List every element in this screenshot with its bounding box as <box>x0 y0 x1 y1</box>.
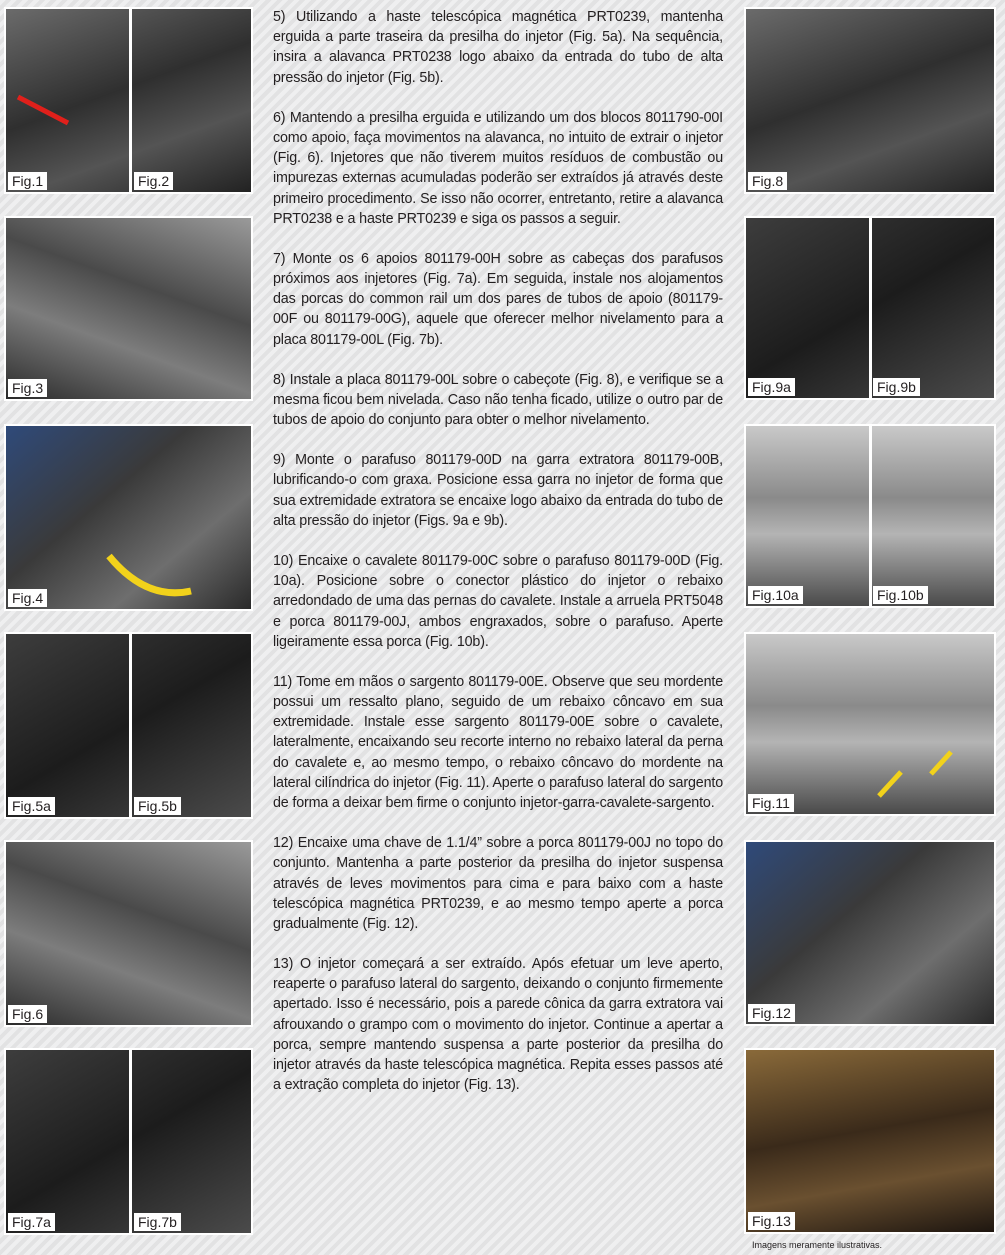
photo-fig12 <box>744 840 996 1026</box>
step-9: 9) Monte o parafuso 801179-00D na garra extratora 801179-00B, lubrificando-o com graxa. Posicione essa garra no injetor de forma que sua extremidade extratora se encaixe logo abaixo da entrada do tubo de alta pressão do injetor (Figs. 9a e 9b). <box>273 452 723 529</box>
step-10: 10) Encaixe o cavalete 801179-00C sobre o parafuso 801179-00D (Fig. 10a). Posicione sobre o conector plástico do injetor o rebaixo arredondado de uma das pernas do cavalete. Instale a arruela PRT5048 e porca 801179-00J, ambos engraxados, sobre o parafuso. Aperte ligeiramente essa porca (Fig. 10b). <box>273 552 723 650</box>
yellow-arrows-icon <box>871 734 991 804</box>
photo-fig11 <box>744 632 996 816</box>
caption-fig13: Fig.13 <box>748 1212 795 1230</box>
caption-fig5a: Fig.5a <box>8 797 55 815</box>
caption-fig9a: Fig.9a <box>748 378 795 396</box>
photo-fig9a-fig9b <box>744 216 996 400</box>
caption-fig10b: Fig.10b <box>873 586 928 604</box>
caption-fig4: Fig.4 <box>8 589 47 607</box>
photo-fig7a-fig7b <box>4 1048 253 1235</box>
step-12: 12) Encaixe uma chave de 1.1/4” sobre a porca 801179-00J no topo do conjunto. Mantenha a parte posterior da presilha do injetor suspensa através de leves movimentos para cima e para baixo com a haste telescópica magnética PRT0239, e ao mesmo tempo aperte a porca gradualmente (Fig. 12). <box>273 835 723 932</box>
photo-fig4 <box>4 424 253 611</box>
step-11: 11) Tome em mãos o sargento 801179-00E. Observe que seu mordente possui um ressalto plano, seguido de um rebaixo côncavo em sua extremidade. Instale esse sargento 801179-00E sobre o cavalete, lateralmente, encaixando seu recorte interno no rebaixo lateral da perna do cavalete e, ao mesmo tempo, o rebaixo côncavo do mordente na lateral cilíndrica do injetor (Fig. 11). Aperte o parafuso lateral do sargento de forma a deixar bem firme o conjunto injetor-garra-cavalete-sargento. <box>273 673 723 812</box>
caption-fig10a: Fig.10a <box>748 586 803 604</box>
caption-fig6: Fig.6 <box>8 1005 47 1023</box>
caption-fig1: Fig.1 <box>8 172 47 190</box>
photo-fig8 <box>744 7 996 194</box>
photo-fig10a-fig10b <box>744 424 996 608</box>
caption-fig12: Fig.12 <box>748 1004 795 1022</box>
yellow-double-arrow-icon <box>101 546 201 606</box>
step-6: 6) Mantendo a presilha erguida e utilizando um dos blocos 8011790-00I como apoio, faça movimentos na alavanca, no intuito de extrair o injetor (Fig. 6). Injetores que não tiverem muitos resíduos de combustão ou impurezas externas acumuladas poderão ser extraídos já através deste primeiro procedimento. Se isso não ocorrer, entretanto, retire a alavanca PRT0238 e a haste PRT0239 e siga os passos a seguir. <box>273 109 723 227</box>
photo-fig5a-fig5b <box>4 632 253 819</box>
photo-fig13 <box>744 1048 996 1234</box>
step-13: 13) O injetor começará a ser extraído. Após efetuar um leve aperto, reaperte o parafuso lateral do sargento, deixando o conjunto firmemente apertado. Isso é necessário, pois a parede cônica da garra extratora vai afrouxando o grampo com o movimento do injetor. Continue a apertar a porca, sempre mantendo suspensa a parte posterior da presilha do injetor através da haste telescópica magnética. Repita esses passos até a extração completa do injetor (Fig. 13). <box>273 956 723 1094</box>
caption-fig5b: Fig.5b <box>134 797 181 815</box>
caption-fig2: Fig.2 <box>134 172 173 190</box>
caption-fig7b: Fig.7b <box>134 1213 181 1231</box>
photo-fig3 <box>4 216 253 401</box>
caption-fig3: Fig.3 <box>8 379 47 397</box>
photo-fig6 <box>4 840 253 1027</box>
caption-fig7a: Fig.7a <box>8 1213 55 1231</box>
step-5: 5) Utilizando a haste telescópica magnética PRT0239, mantenha erguida a parte traseira da presilha do injetor (Fig. 5a). Na sequência, insira a alavanca PRT0238 logo abaixo da entrada do tubo de alta pressão do injetor (Fig. 5b). <box>273 9 723 86</box>
photo-fig1-fig2 <box>4 7 253 194</box>
caption-fig9b: Fig.9b <box>873 378 920 396</box>
step-7: 7) Monte os 6 apoios 801179-00H sobre as cabeças dos parafusos próximos aos injetores (Fig. 7a). Em seguida, instale nos alojamentos das porcas do common rail um dos pares de tubos de apoio (801179-00F ou 801179-00G), aquele que oferecer melhor nivelamento para a placa 801179-00L (Fig. 7b). <box>273 250 723 348</box>
step-8: 8) Instale a placa 801179-00L sobre o cabeçote (Fig. 8), e verifique se a mesma ficou bem nivelada. Caso não tenha ficado, utilize o outro par de tubos de apoio do conjunto para obter o melhor nivelamento. <box>273 371 723 429</box>
caption-fig11: Fig.11 <box>748 794 794 812</box>
footnote: Imagens meramente ilustrativas. <box>752 1240 883 1250</box>
red-arrow-icon <box>16 89 76 129</box>
caption-fig8: Fig.8 <box>748 172 787 190</box>
instructions-text <box>273 7 723 1115</box>
